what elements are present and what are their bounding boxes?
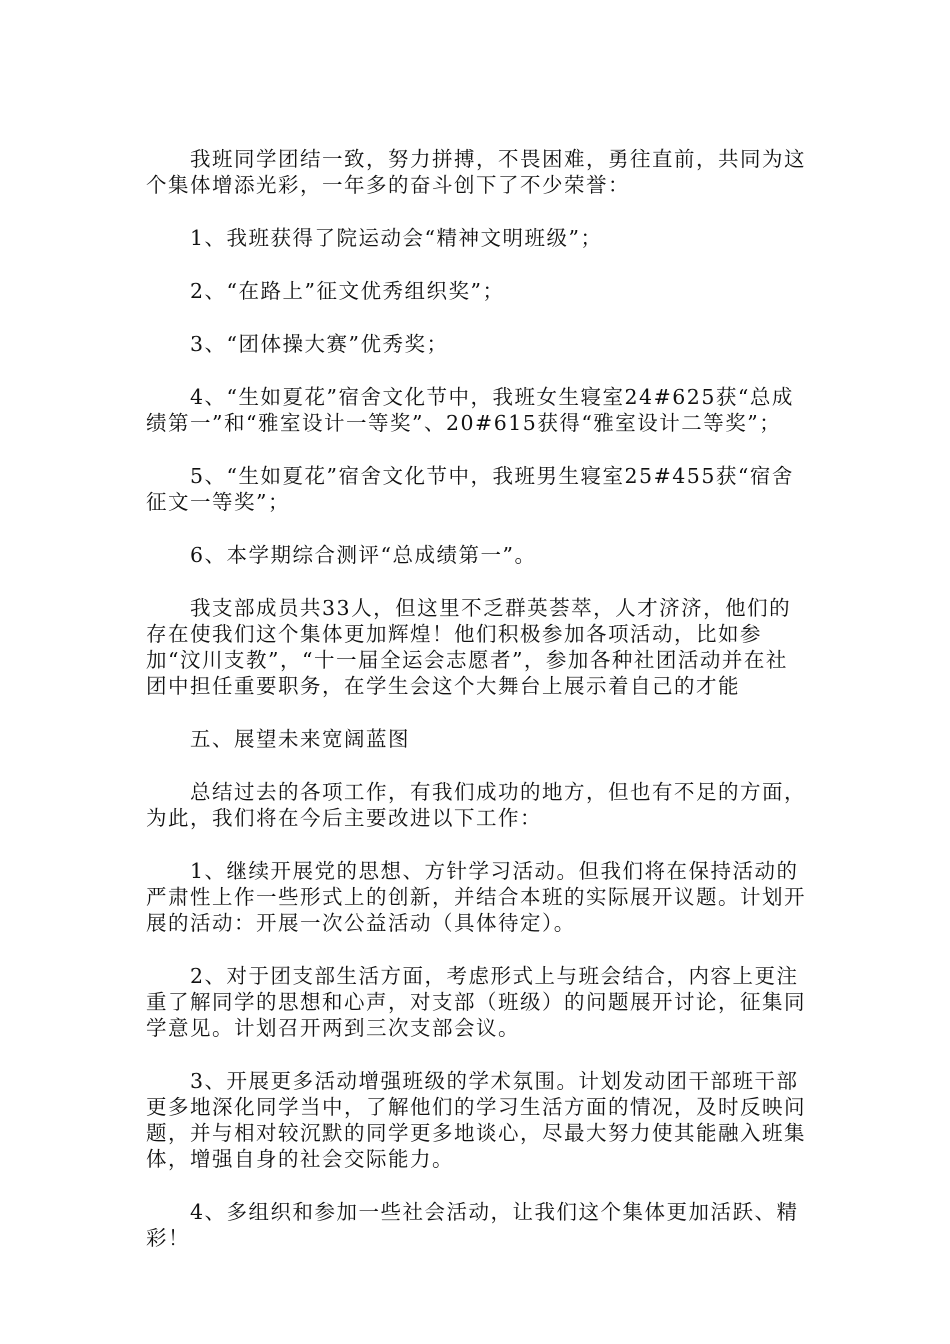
plan-item-1: 1、继续开展党的思想、方针学习活动。但我们将在保持活动的严肃性上作一些形式上的创新，并结合本班的实际展开议题。计划开展的活动：开展一次公益活动（具体待定）。 bbox=[146, 859, 806, 935]
plan-item-3: 3、开展更多活动增强班级的学术氛围。计划发动团干部班干部更多地深化同学当中，了解他们的学习生活方面的情况，及时反映问题，并与相对较沉默的同学更多地谈心，尽最大努力使其能融入班集体，增强自身的社会交际能力。 bbox=[146, 1069, 806, 1171]
paragraph-members: 我支部成员共33人，但这里不乏群英荟萃，人才济济，他们的存在使我们这个集体更加辉煌！他们积极参加各项活动，比如参加“汶川支教”，“十一届全运会志愿者”，参加各种社团活动并在社团中担任重要职务，在学生会这个大舞台上展示着自己的才能 bbox=[146, 596, 792, 698]
honor-item-3: 3、“团体操大赛”优秀奖； bbox=[190, 332, 449, 356]
plan-item-4: 4、多组织和参加一些社会活动，让我们这个集体更加活跃、精彩！ bbox=[146, 1200, 799, 1250]
section-heading: 五、展望未来宽阔蓝图 bbox=[190, 727, 410, 751]
paragraph-intro: 我班同学团结一致，努力拼搏，不畏困难，勇往直前，共同为这个集体增添光彩，一年多的奋斗创下了不少荣誉： bbox=[146, 147, 806, 197]
paragraph-summary: 总结过去的各项工作，有我们成功的地方，但也有不足的方面，为此，我们将在今后主要改进以下工作： bbox=[146, 780, 806, 830]
plan-item-2: 2、对于团支部生活方面，考虑形式上与班会结合，内容上更注重了解同学的思想和心声，对支部（班级）的问题展开讨论，征集同学意见。计划召开两到三次支部会议。 bbox=[146, 964, 806, 1040]
honor-item-2: 2、“在路上”征文优秀组织奖”； bbox=[190, 279, 505, 303]
document-body bbox=[146, 146, 806, 1278]
honor-item-6: 6、本学期综合测评“总成绩第一”。 bbox=[190, 543, 537, 567]
honor-item-5: 5、“生如夏花”宿舍文化节中，我班男生寝室25#455获“宿舍征文一等奖”； bbox=[146, 464, 794, 514]
honor-item-1: 1、我班获得了院运动会“精神文明班级”； bbox=[190, 226, 603, 250]
honor-item-4: 4、“生如夏花”宿舍文化节中，我班女生寝室24#625获“总成绩第一”和“雅室设计一等奖”、20#615获得“雅室设计二等奖”； bbox=[146, 385, 794, 435]
